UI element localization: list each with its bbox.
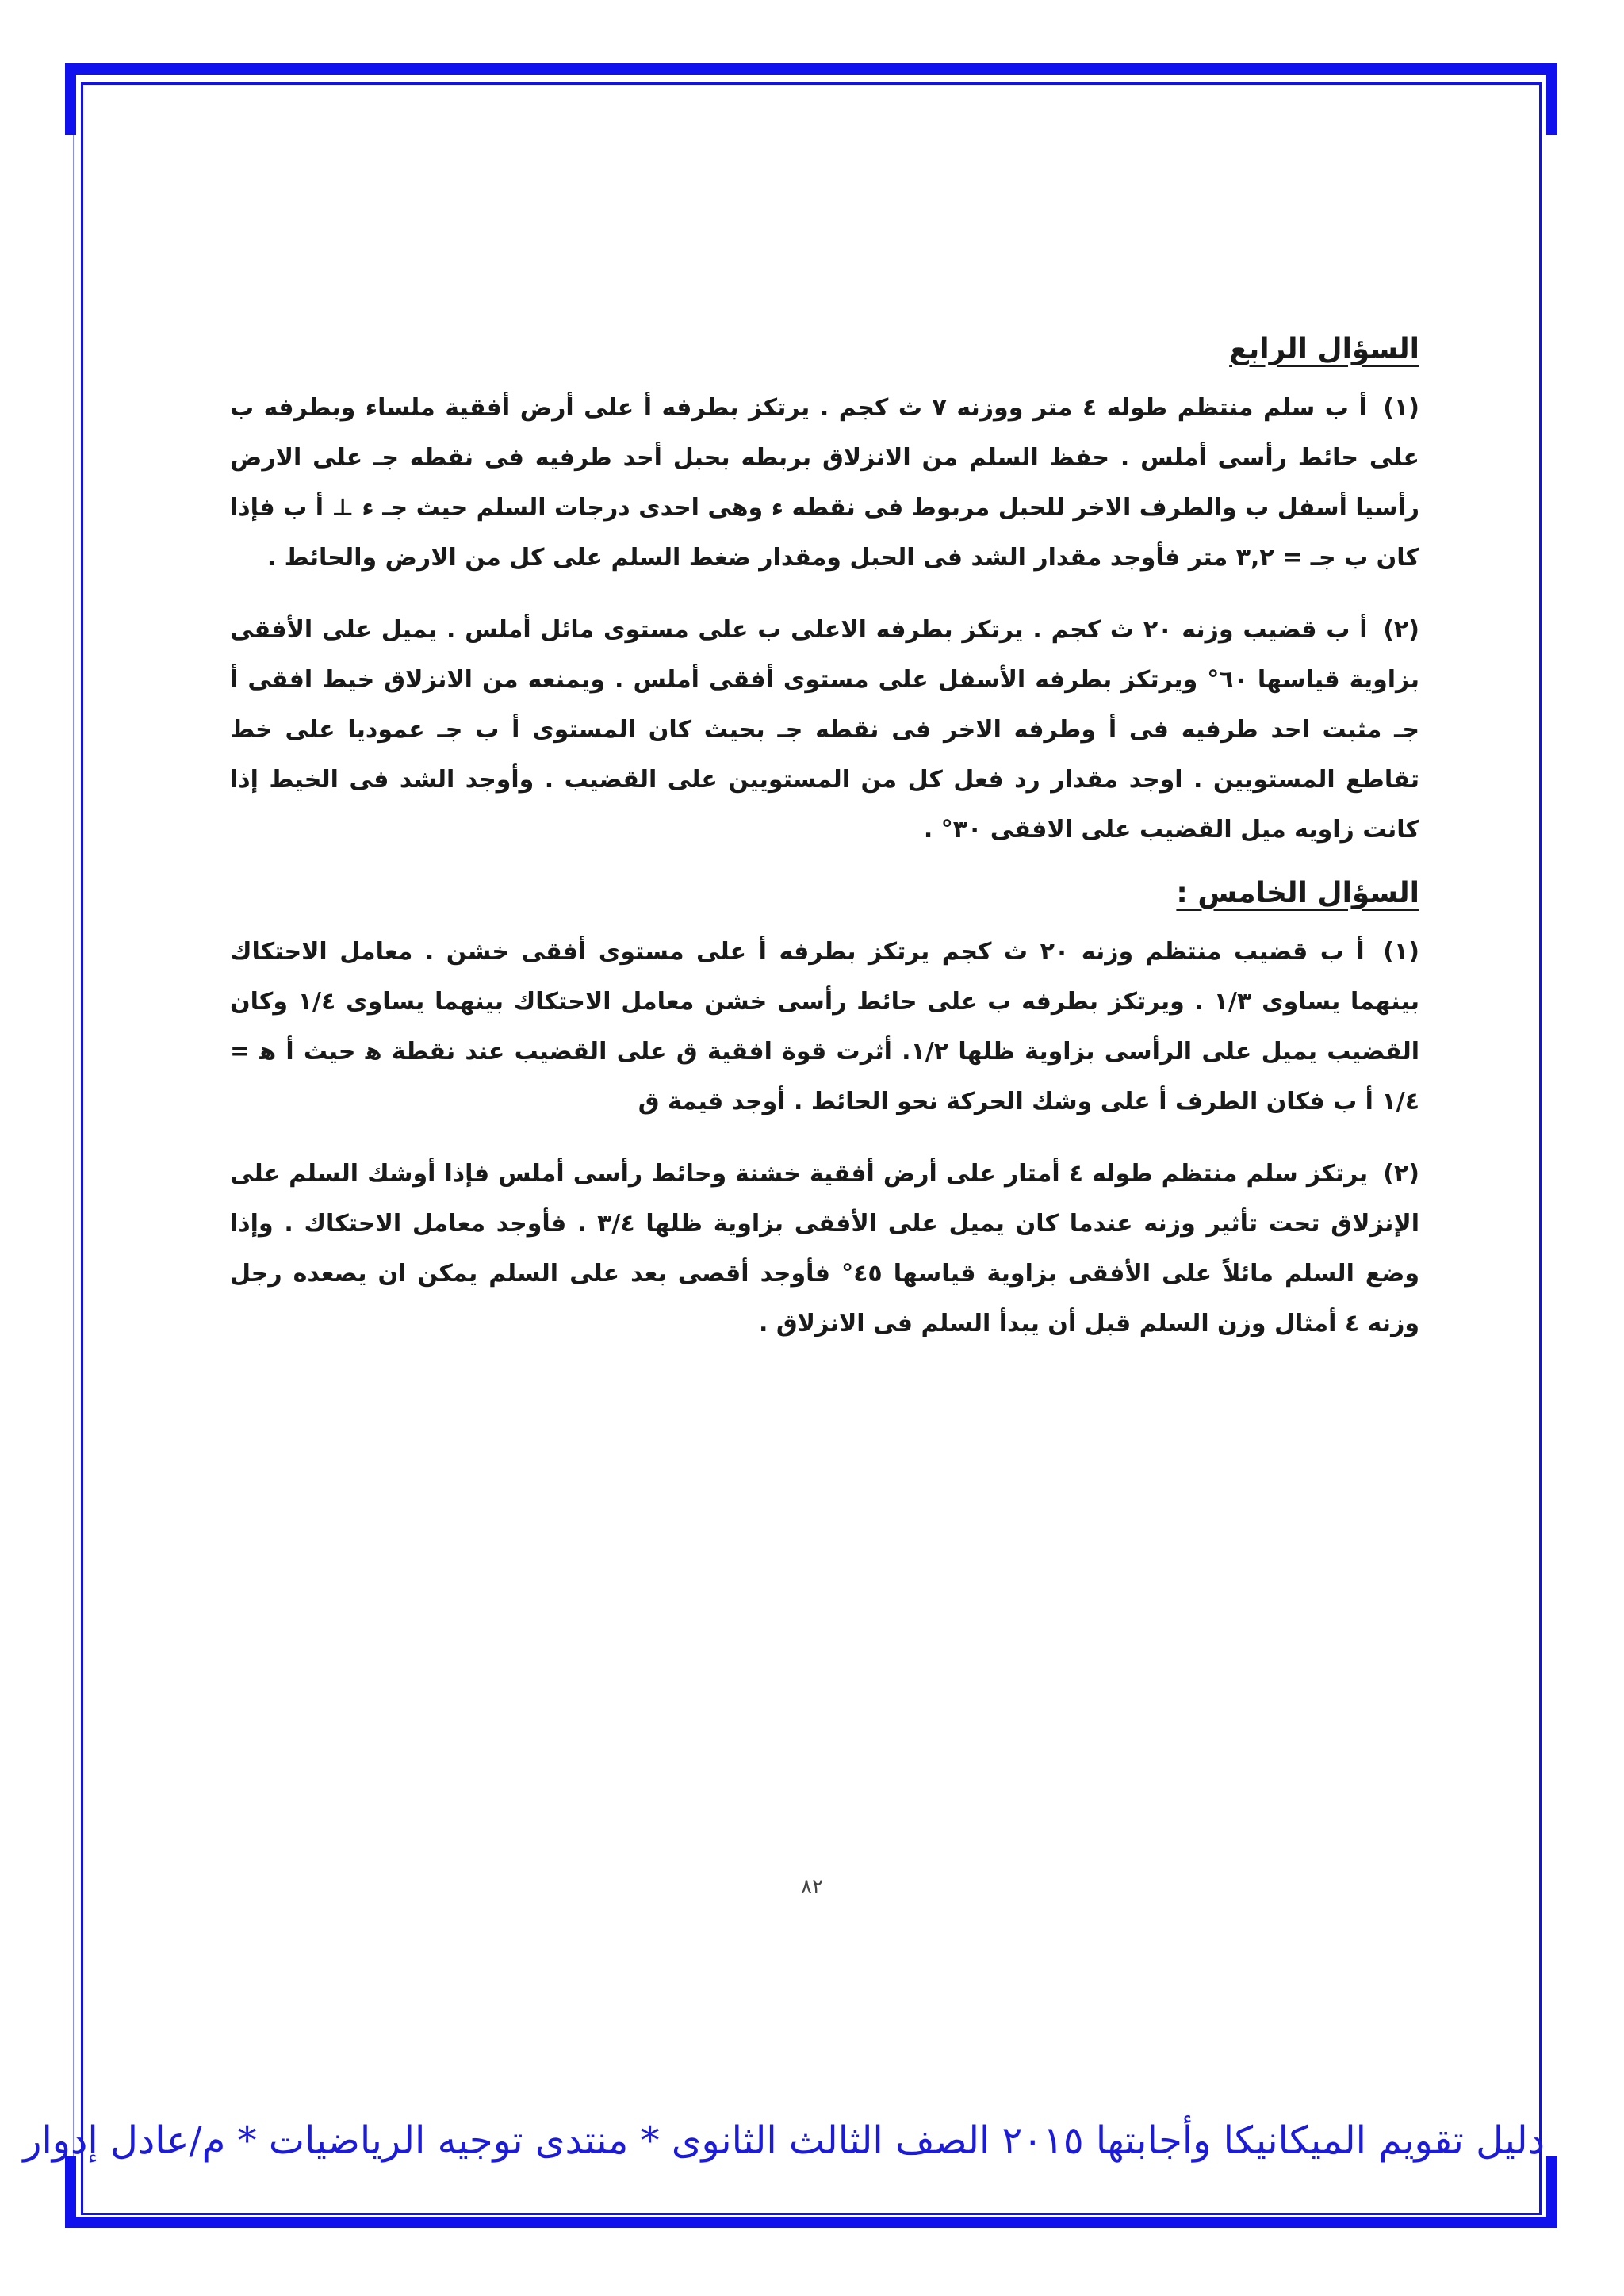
question-text: أ ب قضيب منتظم وزنه ٢٠ ث كجم يرتكز بطرفه أ على مستوى أفقى خشن . معامل الاحتكاك بينهما يساوى ١/٣ . ويرتكز بطرفه ب على حائط رأسى خشن معامل الاحتكاك بينهما يساوى ١/٤ وكان القضيب يميل على الرأسى بزاوية ظلها ١/٢. أثرت قوة افقية ق على القضيب عند نقطة ﻫ حيث أ ﻫ = ١/٤ أ ب فكان الطرف أ على وشك الحركة نحو الحائط . أوجد قيمة ق [230,938,1419,1115]
question-number: (٢) [1383,1160,1419,1188]
border-corner-bottom-right [1546,2156,1557,2228]
page-number: ٨٢ [801,1875,823,1899]
question-q4-2 [230,605,1419,855]
footer-credit: دليل تقويم الميكانيكا وأجابتها ٢٠١٥ الصف الثالث الثانوى * منتدى توجيه الرياضيات * م/عادل إدوار [23,2118,1545,2163]
border-corner-bottom-left [65,2156,76,2228]
question-q5-1 [230,927,1419,1127]
border-corner-top-right [1546,63,1557,135]
question-number: (١) [1383,394,1420,422]
question-q5-2 [230,1149,1419,1349]
question-q4-1 [230,383,1419,583]
question-text: يرتكز سلم منتظم طوله ٤ أمتار على أرض أفقية خشنة وحائط رأسى أملس فإذا أوشك السلم على الإنزلاق تحت تأثير وزنه عندما كان يميل على الأفقى بزاوية ظلها ٣/٤ . فأوجد معامل الاحتكاك . وإذا وضع السلم مائلاً على الأفقى بزاوية قياسها ٤٥° فأوجد أقصى بعد على السلم يمكن ان يصعده رجل وزنه ٤ أمثال وزن السلم قبل أن يبدأ السلم فى الانزلاق . [230,1160,1419,1337]
section-heading-q4: السؤال الرابع [1229,333,1419,365]
document-body [230,333,1419,1371]
border-corner-top-left [65,63,76,135]
question-number: (١) [1383,938,1419,966]
section-heading-q5: السؤال الخامس : [1176,877,1419,909]
question-text: أ ب سلم منتظم طوله ٤ متر ووزنه ٧ ث كجم . يرتكز بطرفه أ على أرض أفقية ملساء وبطرفه ب على حائط رأسى أملس . حفظ السلم من الانزلاق بربطه بحبل أحد طرفيه فى نقطه جـ على الارض رأسيا أسفل ب والطرف الاخر للحبل مربوط فى نقطه ء وهى احدى درجات السلم حيث جـ ء ⊥ أ ب فإذا كان ب جـ = ٣,٢ متر فأوجد مقدار الشد فى الحبل ومقدار ضغط السلم على كل من الارض والحائط . [230,394,1419,572]
question-number: (٢) [1383,616,1419,644]
question-text: أ ب قضيب وزنه ٢٠ ث كجم . يرتكز بطرفه الاعلى ب على مستوى مائل أملس . يميل على الأفقى بزاوية قياسها ٦٠° ويرتكز بطرفه الأسفل على مستوى أفقى أملس . ويمنعه من الانزلاق خيط افقى أ جـ مثبت احد طرفيه فى أ وطرفه الاخر فى نقطه جـ بحيث كان المستوى أ ب جـ عموديا على خط تقاطع المستويين . اوجد مقدار رد فعل كل من المستويين على القضيب . وأوجد الشد فى الخيط إذا كانت زاويه ميل القضيب على الافقى ٣٠° . [230,616,1419,844]
